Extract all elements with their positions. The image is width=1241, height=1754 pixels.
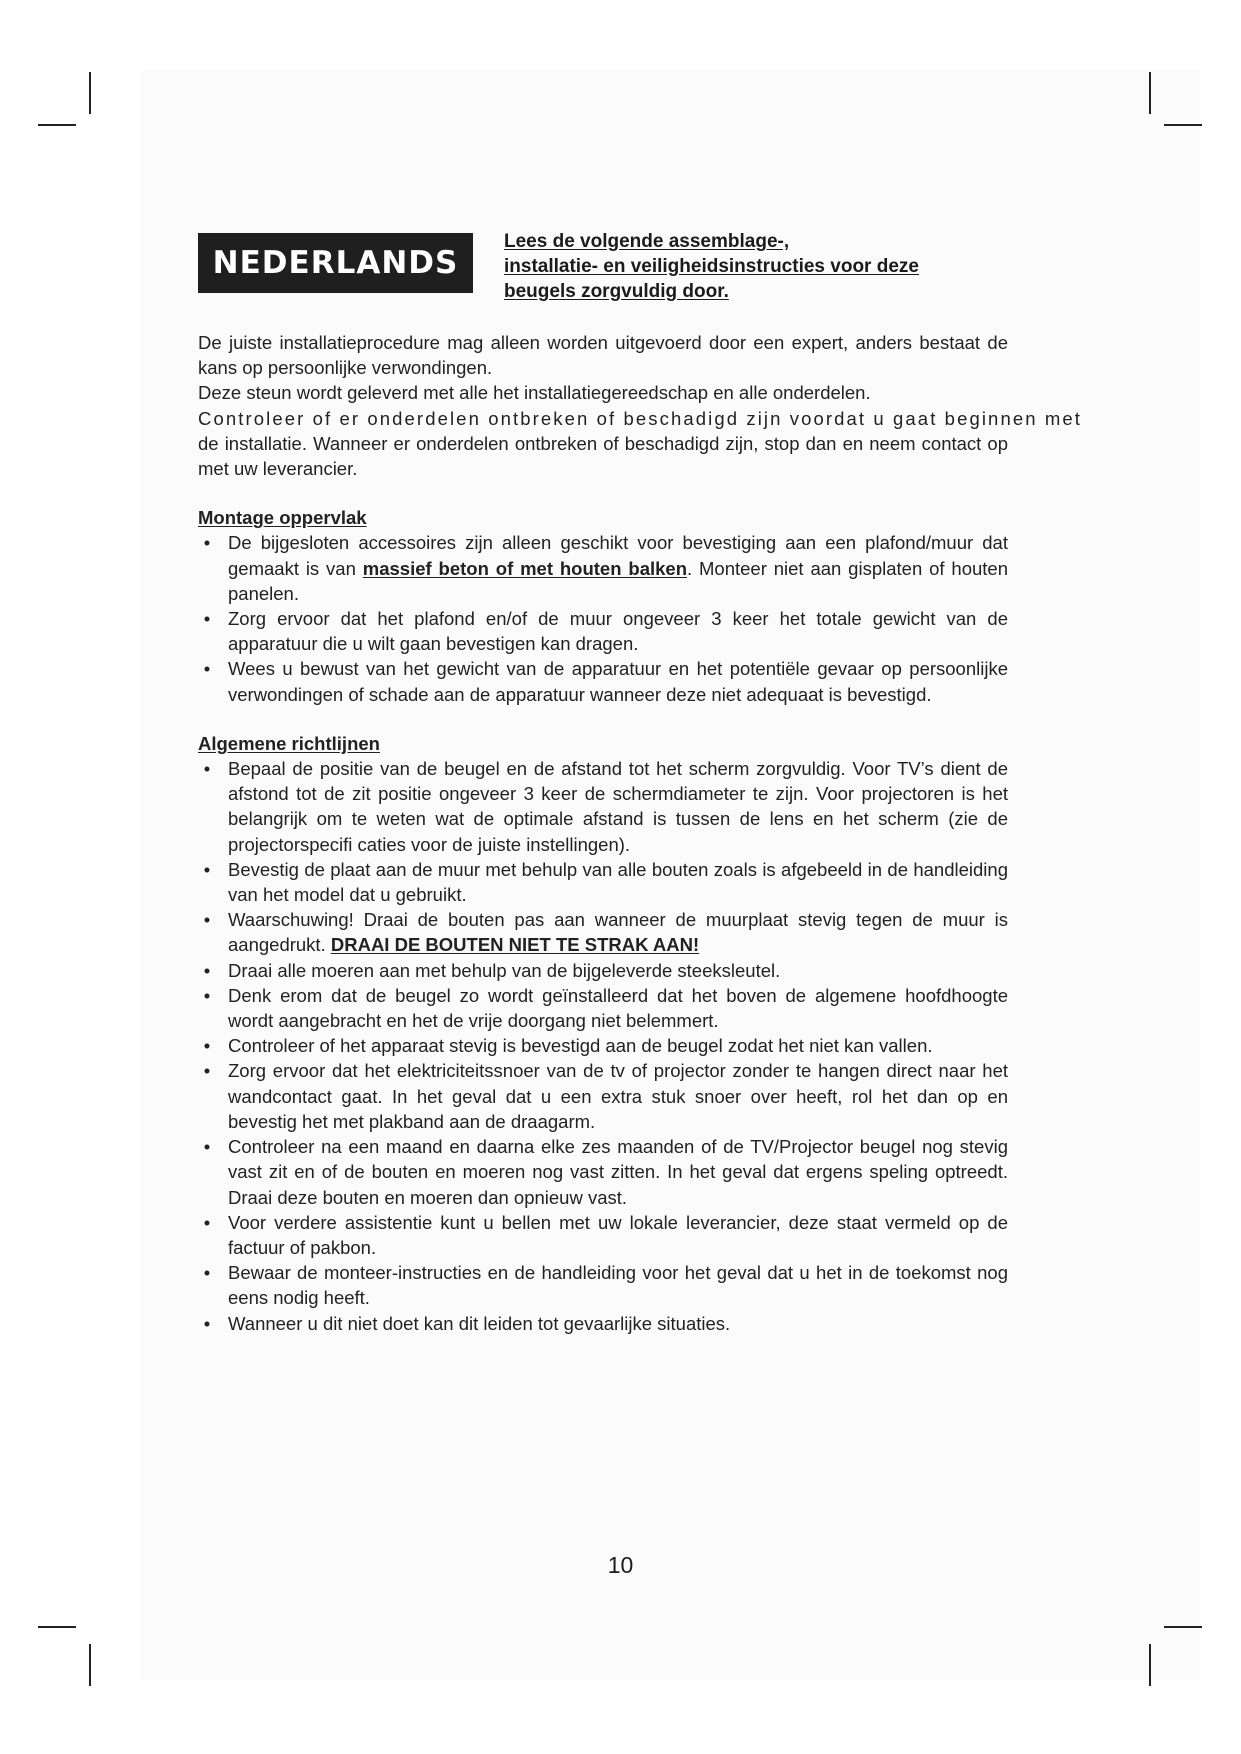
list-item-text: Bewaar de monteer-instructies en de handleiding voor het geval dat u het in de toekomst nog eens nodig heeft.	[228, 1262, 1008, 1309]
bullet-list	[198, 756, 1008, 1336]
list-item	[198, 1210, 1008, 1260]
list-item	[198, 983, 1008, 1033]
emphasis-text: massief beton of met houten balken	[362, 557, 687, 579]
section-title: Montage oppervlak	[198, 507, 367, 529]
list-item-text: Zorg ervoor dat het plafond en/of de muur ongeveer 3 keer het totale gewicht van de apparatuur die u wilt gaan bevestigen kan dragen.	[228, 608, 1008, 655]
list-item	[198, 606, 1008, 656]
intro-paragraph: De juiste installatieprocedure mag alleen worden uitgevoerd door een expert, anders bestaat de kans op persoonlijke verwondingen.	[198, 332, 1008, 379]
list-item-text: Controleer na een maand en daarna elke zes maanden of de TV/Projector beugel nog stevig vast zit en of de bouten en moeren nog vast zitten. In het geval dat ergens speling optreedt. Draai deze bouten en moeren dan opnieuw vast.	[228, 1136, 1008, 1208]
crop-mark	[38, 1626, 76, 1628]
bullet-icon: •	[203, 1262, 211, 1284]
bullet-icon: •	[203, 984, 211, 1006]
bullet-icon: •	[203, 608, 211, 630]
crop-mark	[1149, 72, 1151, 114]
list-item-text: De bijgesloten accessoires zijn alleen geschikt voor bevestiging aan een plafond/muur dat gemaakt is van	[228, 532, 1008, 579]
crop-mark	[1164, 124, 1202, 126]
page-number: 10	[607, 1552, 634, 1578]
list-item	[198, 656, 1008, 706]
section-title: Algemene richtlijnen	[198, 732, 380, 754]
bullet-icon: •	[203, 909, 211, 931]
list-item	[198, 958, 1008, 983]
list-item	[198, 530, 1008, 606]
crop-mark	[89, 72, 91, 114]
list-item-text: Wanneer u dit niet doet kan dit leiden tot gevaarlijke situaties.	[228, 1312, 731, 1334]
list-item-text: Zorg ervoor dat het elektriciteitssnoer van de tv of projector zonder te hangen direct naar het wandcontact gaat. In het geval dat u een extra stuk snoer over heeft, rol het dan op en bevestig het met plakband aan de draagarm.	[228, 1060, 1008, 1132]
bullet-icon: •	[203, 959, 211, 981]
bullet-icon: •	[203, 532, 211, 554]
bullet-icon: •	[203, 1136, 211, 1158]
document-body	[198, 330, 1082, 1336]
list-item	[198, 1058, 1008, 1134]
language-label: NEDERLANDS	[198, 233, 473, 293]
bullet-icon: •	[203, 858, 211, 880]
list-item-text: Bepaal de positie van de beugel en de afstand tot het scherm zorgvuldig. Voor TV’s dient de afstond tot de zit positie ongeveer 3 keer de schermdiameter te zijn. Voor projectoren is het belangrijk om te weten wat de optimale afstand is tussen de lens en het scherm (zie de projectorspecifi caties voor de juiste instellingen).	[228, 758, 1008, 855]
bullet-icon: •	[203, 1060, 211, 1082]
bullet-icon: •	[203, 1312, 211, 1334]
bullet-icon: •	[203, 658, 211, 680]
list-item	[198, 756, 1008, 857]
intro-heading-line: Lees de volgende assemblage-,	[504, 231, 790, 252]
intro-heading-line: beugels zorgvuldig door.	[504, 281, 729, 302]
list-item-text: Waarschuwing! Draai de bouten pas aan wanneer de muurplaat stevig tegen de muur is aangedrukt.	[228, 909, 1008, 956]
intro-paragraph-line: Deze steun wordt geleverd met alle het installatiegereedschap en alle onderdelen.	[198, 382, 871, 404]
list-item-text: Bevestig de plaat aan de muur met behulp van alle bouten zoals is afgebeeld in de handleiding van het model dat u gebruikt.	[228, 858, 1008, 906]
bullet-icon: •	[203, 1211, 211, 1233]
list-item	[198, 1260, 1008, 1310]
list-item-text: . Monteer niet aan gisplaten of houten panelen.	[228, 557, 1008, 604]
crop-mark	[1149, 1644, 1151, 1686]
intro-heading-line: installatie- en veiligheidsinstructies voor deze	[504, 256, 919, 277]
list-item-text: Draai alle moeren aan met behulp van de bijgeleverde steeksleutel.	[228, 959, 781, 981]
list-item-text: Controleer of het apparaat stevig is bevestigd aan de beugel zodat het niet kan vallen.	[228, 1035, 933, 1057]
list-item-text: Wees u bewust van het gewicht van de apparatuur en het potentiële gevaar op persoonlijke verwondingen of schade aan de apparatuur wanneer deze niet adequaat is bevestigd.	[228, 658, 1008, 705]
bullet-icon: •	[203, 1035, 211, 1057]
list-item-text: Voor verdere assistentie kunt u bellen met uw lokale leverancier, deze staat vermeld op de factuur of pakbon.	[228, 1211, 1008, 1258]
crop-mark	[1164, 1626, 1202, 1628]
intro-heading	[504, 229, 974, 304]
list-item	[198, 1033, 1008, 1058]
bullet-list	[198, 530, 1008, 706]
intro-paragraph-line: de installatie. Wanneer er onderdelen ontbreken of beschadigd zijn, stop dan en neem contact op met uw leverancier.	[198, 432, 1008, 480]
crop-mark	[38, 124, 76, 126]
warning-text: DRAAI DE BOUTEN NIET TE STRAK AAN!	[330, 934, 700, 956]
list-item	[198, 857, 1008, 907]
bullet-icon: •	[203, 758, 211, 780]
intro-paragraph-line: Controleer of er onderdelen ontbreken of beschadigd zijn voordat u gaat beginnen met	[198, 407, 1082, 429]
list-item	[198, 1134, 1008, 1210]
crop-mark	[89, 1644, 91, 1686]
list-item-text: Denk erom dat de beugel zo wordt geïnstalleerd dat het boven de algemene hoofdhoogte wordt aangebracht en het de vrije doorgang niet belemmert.	[228, 984, 1008, 1032]
list-item	[198, 907, 1008, 957]
list-item	[198, 1311, 1008, 1336]
